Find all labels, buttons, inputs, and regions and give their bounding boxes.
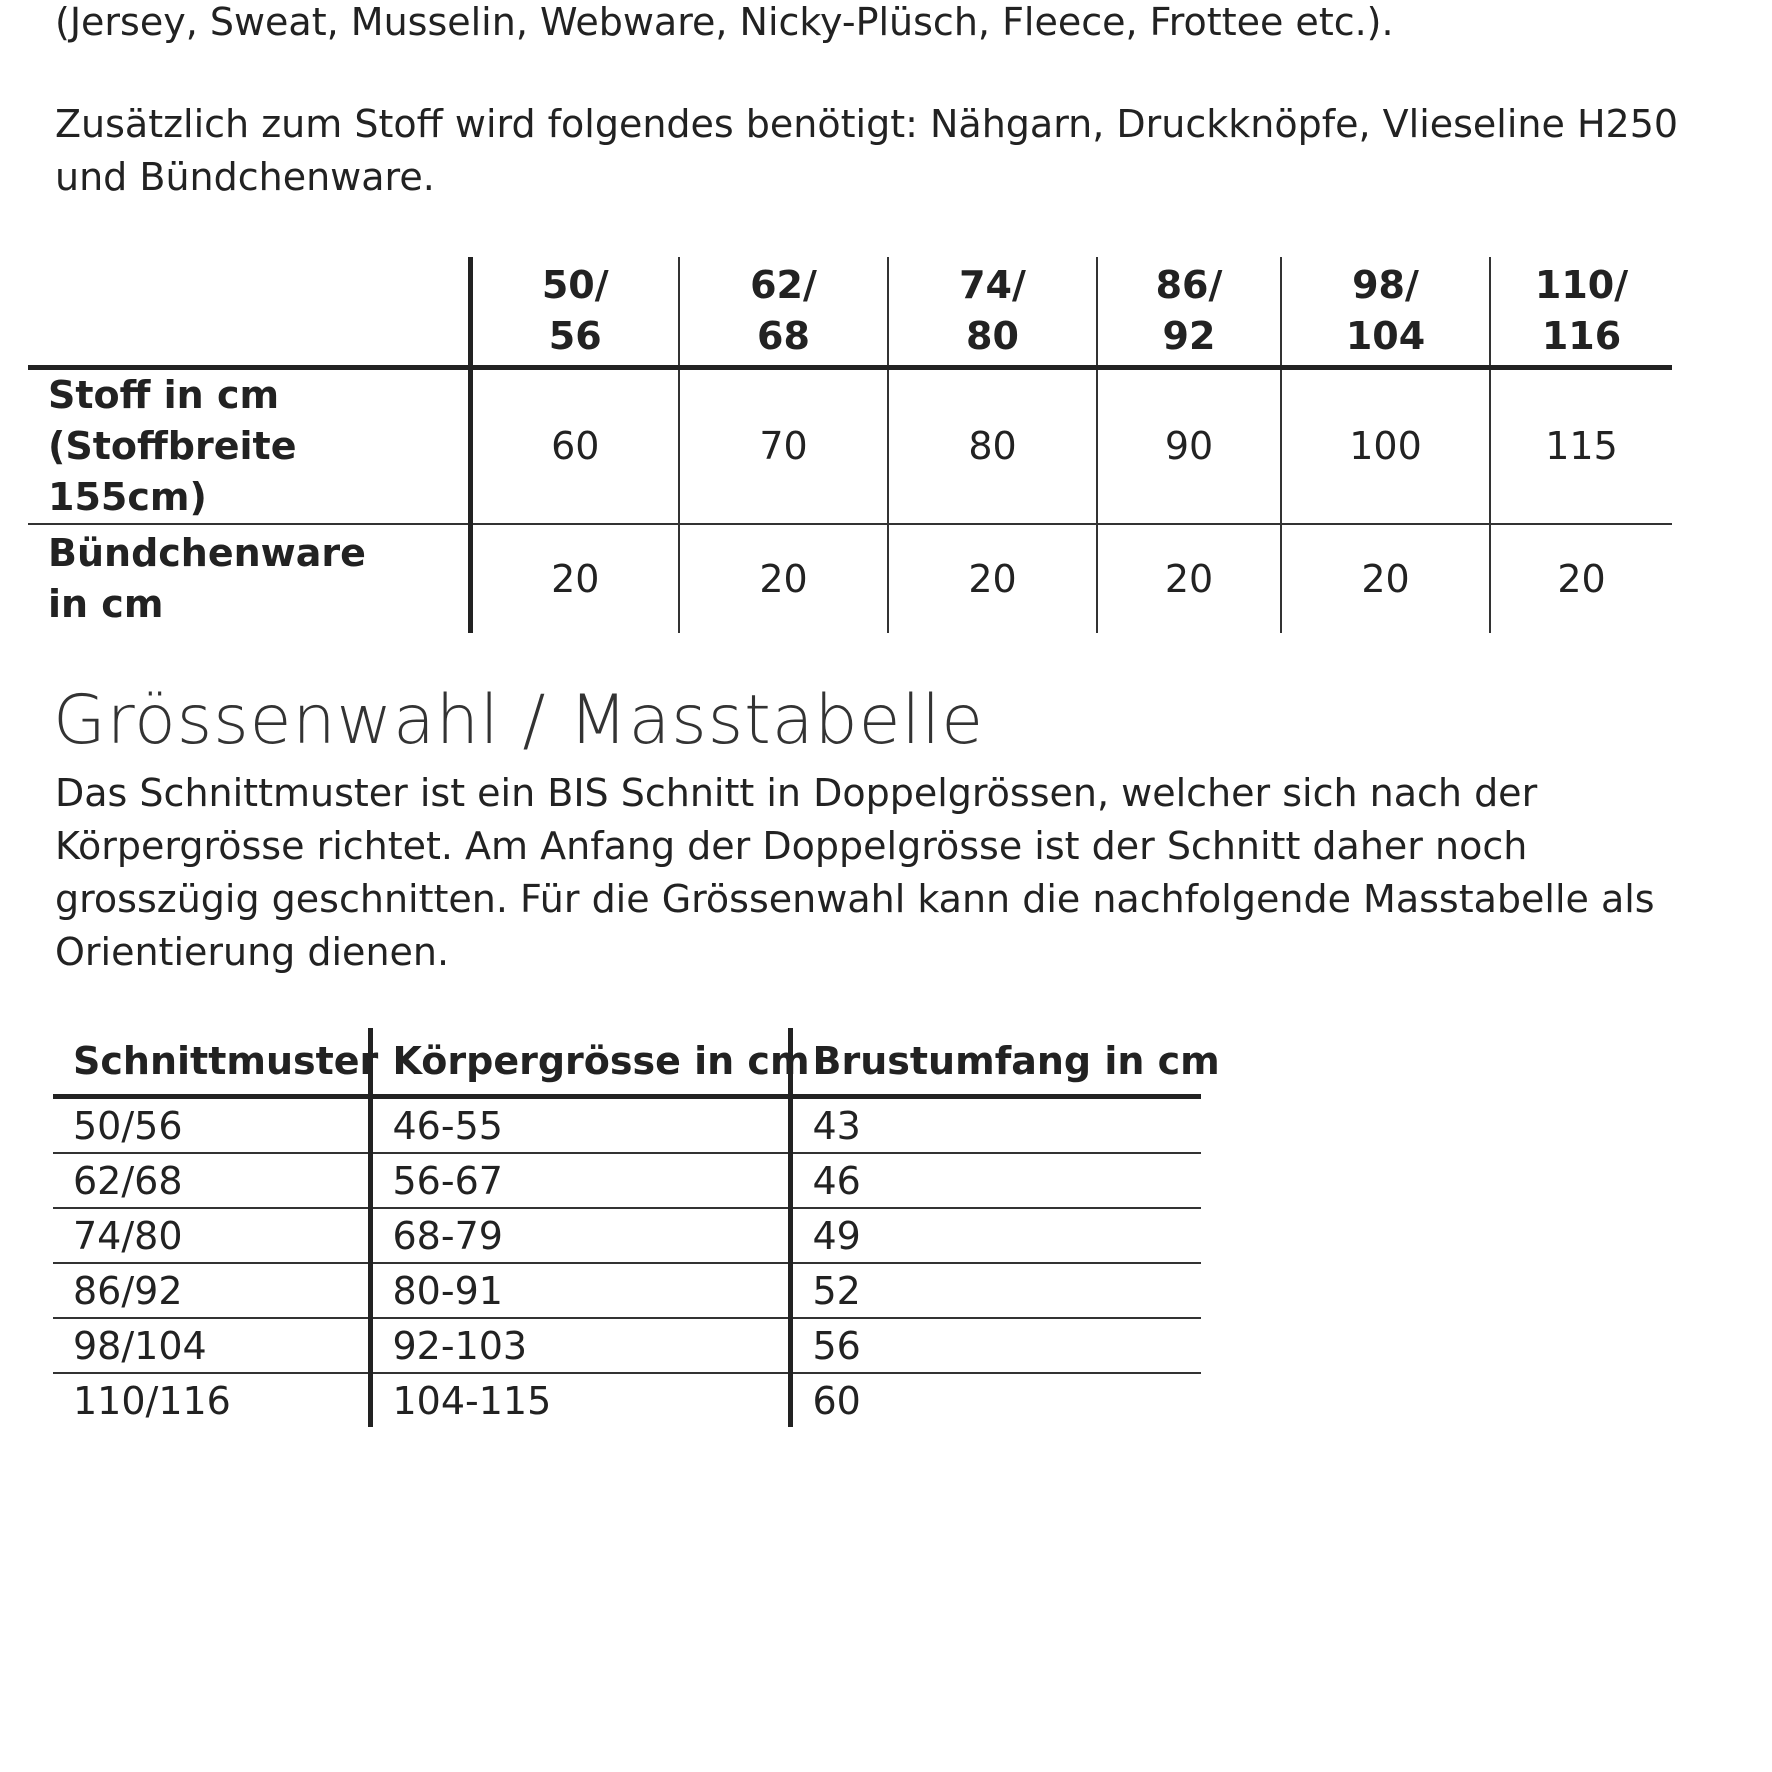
fabric-value: 115	[1490, 368, 1672, 525]
chest-cell: 46	[790, 1153, 1201, 1208]
cuff-value: 20	[551, 556, 600, 601]
size-paragraph-line: Körpergrösse richtet. Am Anfang der Doppelgrösse ist der Schnitt daher noch	[55, 824, 1528, 868]
size-table-header-row	[53, 1028, 1201, 1097]
table-row	[53, 1097, 1201, 1154]
size-paragraph-line: Das Schnittmuster ist ein BIS Schnitt in Doppelgrössen, welcher sich nach der	[55, 771, 1538, 815]
fabric-row-label: Stoff in cm (Stoffbreite 155cm)	[28, 368, 470, 525]
cuff-value: 20	[1097, 524, 1281, 633]
fabric-value: 70	[679, 368, 888, 525]
chest-cell: 60	[790, 1373, 1201, 1427]
header-pattern-size: Schnittmuster	[53, 1028, 370, 1097]
body-height-cell: 46-55	[370, 1097, 790, 1154]
material-corner-cell	[28, 257, 470, 368]
header-body-height: Körpergrösse in cm	[370, 1028, 790, 1097]
fabric-value: 100	[1281, 368, 1490, 525]
table-row	[53, 1208, 1201, 1263]
chest-cell: 56	[790, 1318, 1201, 1373]
fabric-value: 80	[888, 368, 1097, 525]
intro-text	[55, 0, 1394, 49]
section-heading: Grössenwahl / Masstabelle	[53, 681, 985, 760]
size-paragraph-line: Orientierung dienen.	[55, 930, 450, 974]
body-height-cell: 80-91	[370, 1263, 790, 1318]
size-paragraph	[55, 767, 1655, 979]
pattern-size-cell: 86/92	[53, 1263, 370, 1318]
pattern-size-cell: 110/116	[73, 1378, 231, 1423]
size-header-86-92: 86/ 92	[1097, 257, 1281, 368]
table-row	[53, 1153, 1201, 1208]
pattern-size-cell: 50/56	[53, 1097, 370, 1154]
size-paragraph-line: grosszügig geschnitten. Für die Grössenwahl kann die nachfolgende Masstabelle als	[55, 877, 1655, 921]
cuff-value: 20	[1281, 524, 1490, 633]
chest-cell: 52	[790, 1263, 1201, 1318]
cuff-value: 20	[679, 524, 888, 633]
size-header-110-116: 110/ 116	[1490, 257, 1672, 368]
supplies-paragraph	[55, 98, 1678, 204]
size-header-62-68: 62/ 68	[679, 257, 888, 368]
supplies-line-1: Zusätzlich zum Stoff wird folgendes benötigt: Nähgarn, Druckknöpfe, Vlieseline H250	[55, 102, 1679, 146]
size-table	[53, 1028, 1220, 1427]
chest-cell: 43	[790, 1097, 1201, 1154]
cuff-row-label: Bündchenware in cm	[28, 524, 470, 633]
chest-cell: 49	[790, 1208, 1201, 1263]
fabric-value: 90	[1097, 368, 1281, 525]
size-header-98-104: 98/ 104	[1281, 257, 1490, 368]
material-row-fabric	[28, 368, 1672, 525]
table-row	[53, 1263, 1201, 1318]
supplies-line-2: und Bündchenware.	[55, 155, 435, 199]
material-header-row	[28, 257, 1672, 368]
cuff-value: 20	[888, 524, 1097, 633]
table-row	[53, 1318, 1201, 1373]
material-table	[28, 257, 1672, 633]
material-row-cuff	[28, 524, 1672, 633]
pattern-size-cell: 62/68	[53, 1153, 370, 1208]
size-header-74-80: 74/ 80	[888, 257, 1097, 368]
body-height-cell: 68-79	[370, 1208, 790, 1263]
body-height-cell: 104-115	[370, 1373, 790, 1427]
body-height-cell: 92-103	[370, 1318, 790, 1373]
size-header-50-56: 50/ 56	[470, 257, 679, 368]
intro-line: (Jersey, Sweat, Musselin, Webware, Nicky-Plüsch, Fleece, Frottee etc.).	[55, 0, 1394, 44]
pattern-size-cell: 98/104	[53, 1318, 370, 1373]
table-row	[53, 1373, 1201, 1427]
cuff-value: 20	[1490, 524, 1672, 633]
pattern-size-cell: 74/80	[53, 1208, 370, 1263]
body-height-cell: 56-67	[370, 1153, 790, 1208]
fabric-value: 60	[470, 368, 679, 525]
header-chest: Brustumfang in cm	[790, 1028, 1201, 1097]
